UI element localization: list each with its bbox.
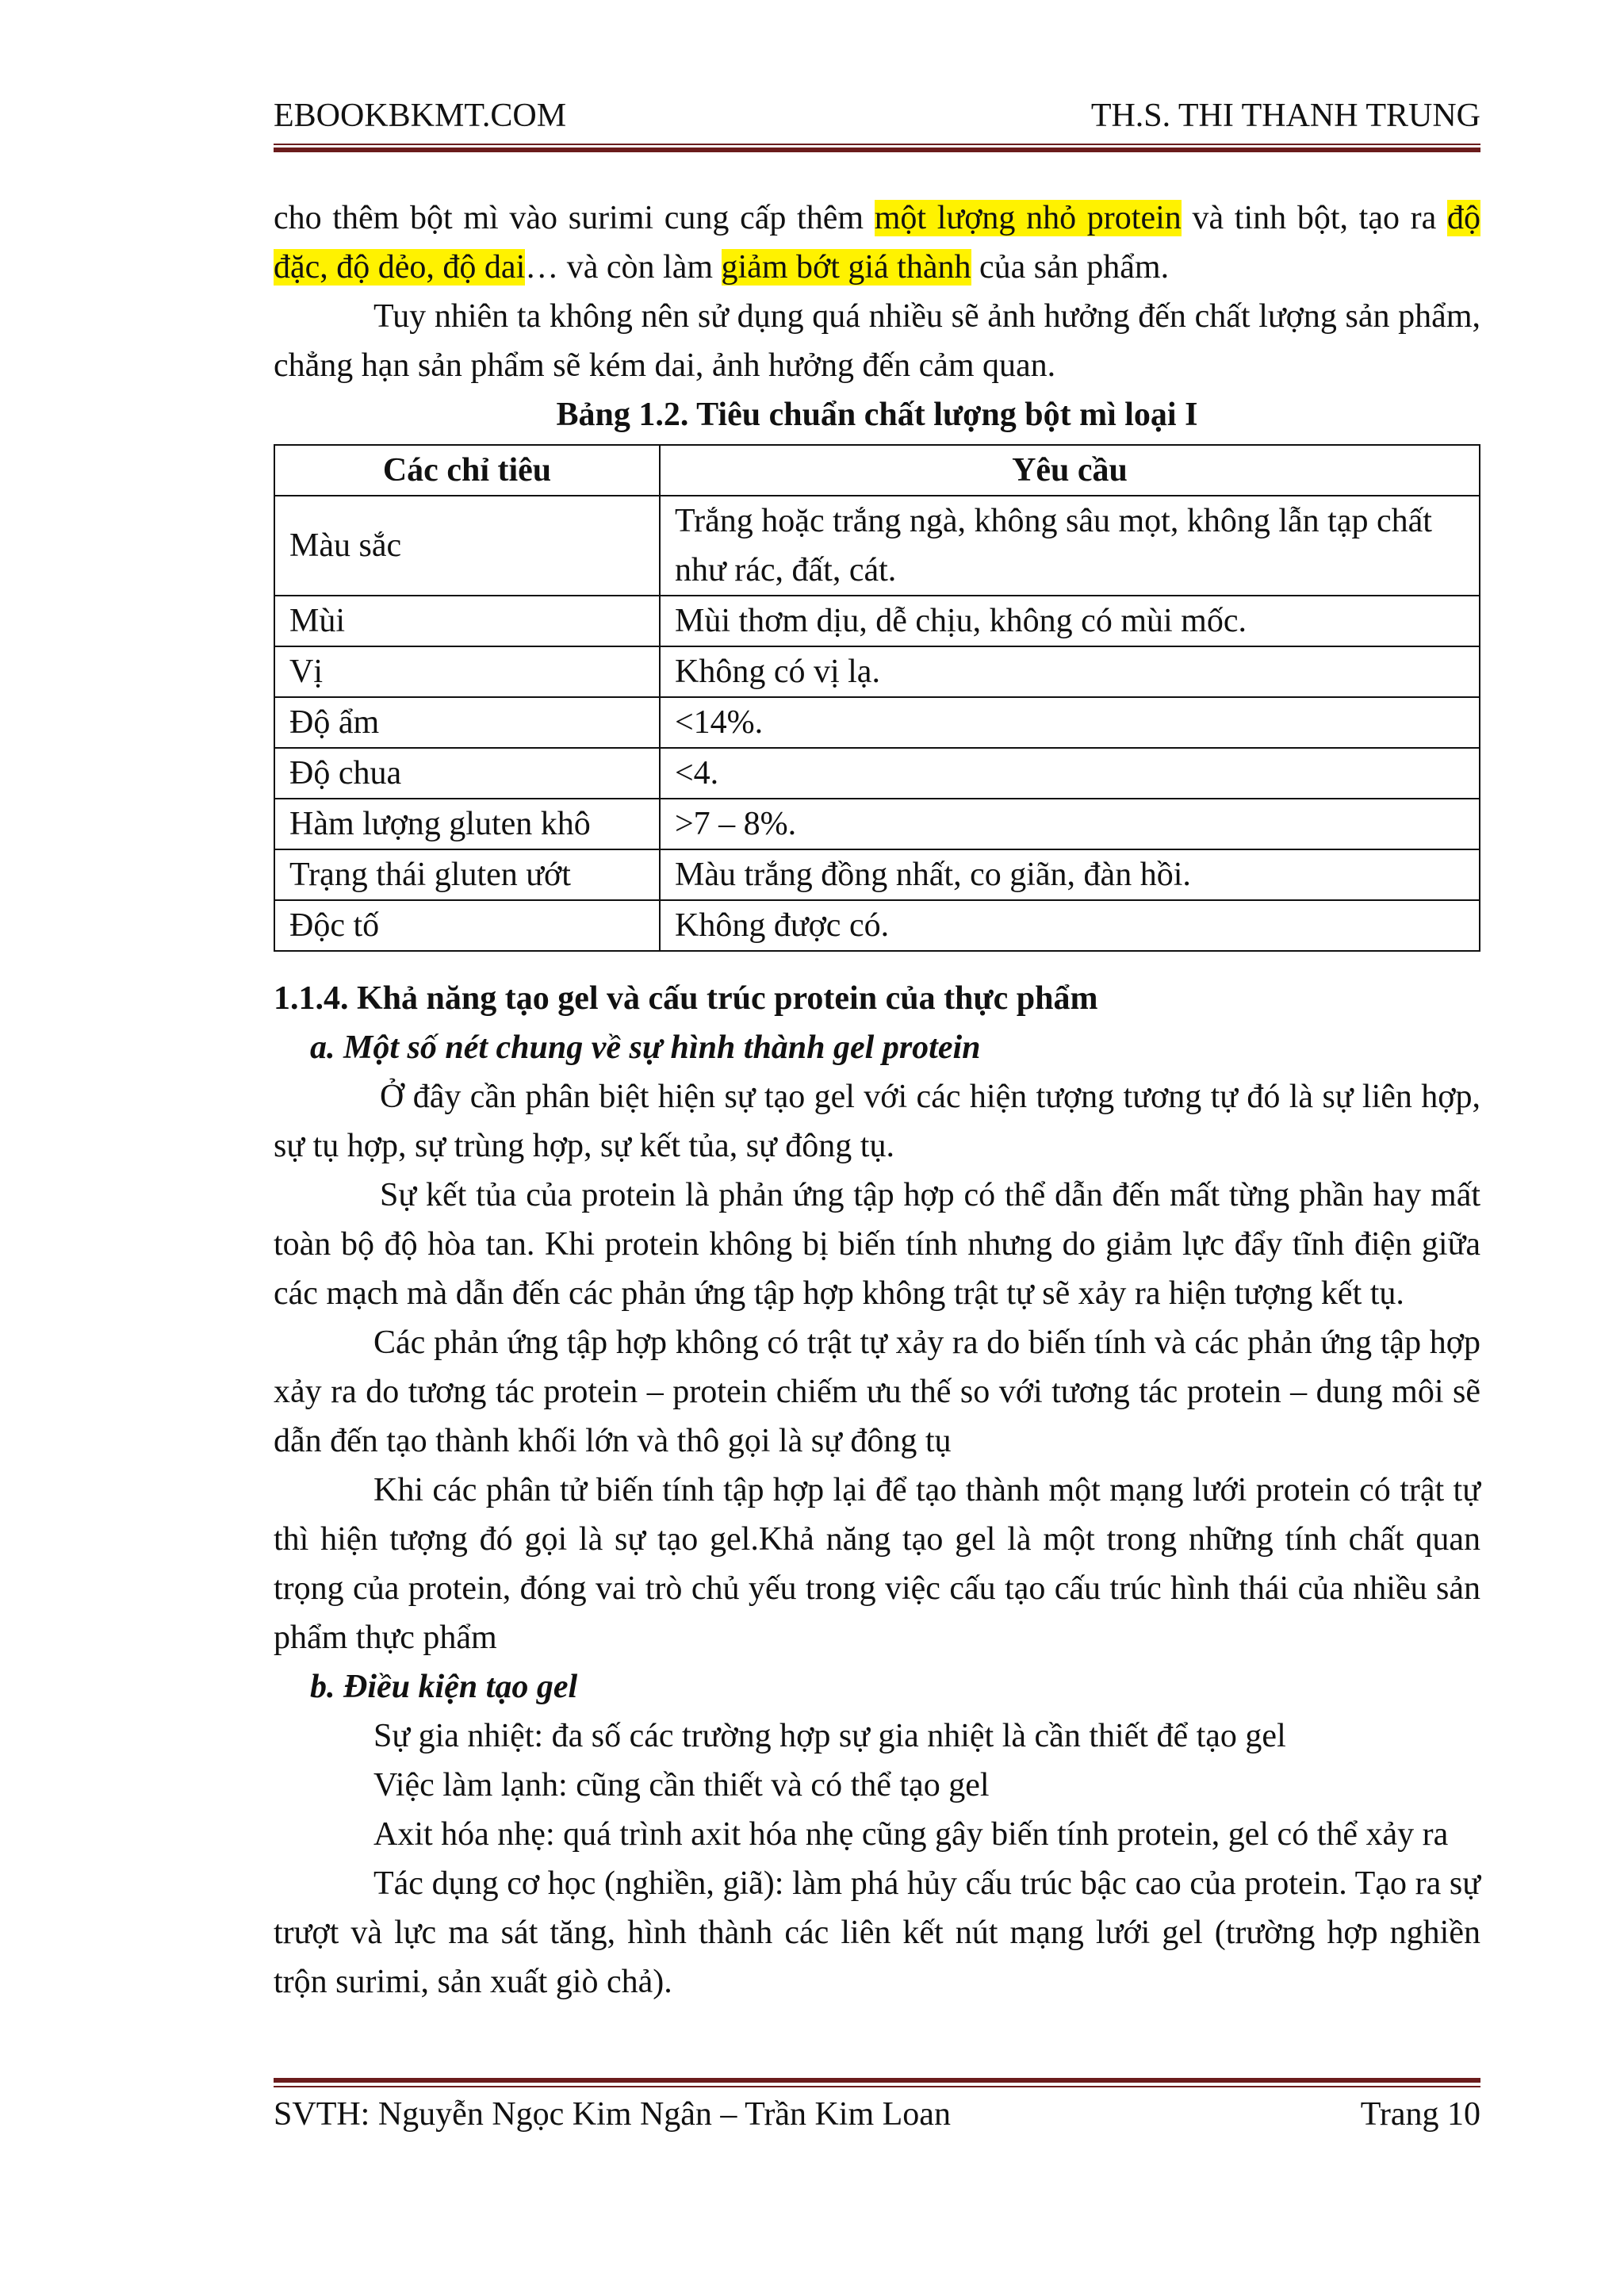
subsection-heading-b: b. Điều kiện tạo gel [310, 1669, 578, 1705]
page-header [274, 97, 1480, 136]
column-header: Yêu cầu [660, 445, 1480, 496]
body-paragraph: Ở đây cần phân biệt hiện sự tạo gel với các hiện tượng tương tự đó là sự liên hợp, sự tụ hợp, sự trùng hợp, sự kết tủa, sự đông tụ. [274, 1079, 1480, 1164]
table-row [274, 697, 1480, 748]
header-site-name: EBOOKBKMT.COM [274, 98, 567, 134]
body-paragraph: Axit hóa nhẹ: quá trình axit hóa nhẹ cũng gây biến tính protein, gel có thể xảy ra [373, 1816, 1449, 1853]
table-row [274, 646, 1480, 697]
page-content [274, 194, 1480, 2007]
text-run: … và còn làm [525, 249, 722, 286]
requirement-cell: Màu trắng đồng nhất, co giãn, đàn hồi. [660, 849, 1480, 900]
text-run: cho thêm bột mì vào surimi cung cấp thêm [274, 200, 875, 236]
column-header: Các chỉ tiêu [274, 445, 660, 496]
requirement-cell: Trắng hoặc trắng ngà, không sâu mọt, không lẫn tạp chất như rác, đất, cát. [660, 496, 1480, 596]
highlight-text: giảm bớt giá thành [721, 249, 971, 286]
body-paragraph: Sự kết tủa của protein là phản ứng tập hợp có thể dẫn đến mất từng phần hay mất toàn bộ độ hòa tan. Khi protein không bị biến tính nhưng do giảm lực đẩy tĩnh điện giữa các mạch mà dẫn đến các phản ứng tập hợp không trật tự sẽ xảy ra hiện tượng kết tụ. [274, 1177, 1480, 1312]
text-run: và tinh bột, tạo ra [1181, 200, 1447, 236]
body-paragraph: Các phản ứng tập hợp không có trật tự xảy ra do biến tính và các phản ứng tập hợp xảy ra do tương tác protein – protein chiếm ưu thế so với tương tác protein – dung môi sẽ dẫn đến tạo thành khối lớn và thô gọi là sự đông tụ [274, 1324, 1480, 1459]
criterion-cell: Trạng thái gluten ướt [274, 849, 660, 900]
criterion-cell: Vị [274, 646, 660, 697]
table-row [274, 900, 1480, 951]
table-caption: Bảng 1.2. Tiêu chuẩn chất lượng bột mì loại I [556, 397, 1198, 433]
requirement-cell: Không được có. [660, 900, 1480, 951]
quality-standard-table [274, 444, 1480, 952]
highlight-text: một lượng nhỏ protein [874, 200, 1182, 236]
section-heading: 1.1.4. Khả năng tạo gel và cấu trúc protein của thực phẩm [274, 980, 1098, 1017]
criterion-cell: Độ chua [274, 748, 660, 799]
footer-rule-thick [274, 2078, 1480, 2083]
requirement-cell: Không có vị lạ. [660, 646, 1480, 697]
intro-paragraph-2: Tuy nhiên ta không nên sử dụng quá nhiều sẽ ảnh hưởng đến chất lượng sản phẩm, chẳng hạn sản phẩm sẽ kém dai, ảnh hưởng đến cảm quan. [274, 298, 1480, 384]
table-row [274, 748, 1480, 799]
requirement-cell: <4. [660, 748, 1480, 799]
table-row [274, 496, 1480, 596]
criterion-cell: Độc tố [274, 900, 660, 951]
header-rule-thin [274, 144, 1480, 145]
subsection-heading-a: a. Một số nét chung về sự hình thành gel protein [310, 1029, 981, 1066]
criterion-cell: Độ ẩm [274, 697, 660, 748]
criterion-cell: Màu sắc [274, 496, 660, 596]
intro-paragraph-1 [274, 194, 1480, 292]
page-footer [274, 2095, 1480, 2138]
header-author: TH.S. THI THANH TRUNG [1090, 98, 1480, 134]
body-paragraph: Tác dụng cơ học (nghiền, giã): làm phá hủy cấu trúc bậc cao của protein. Tạo ra sự trượt và lực ma sát tăng, hình thành các liên kết nút mạng lưới gel (trường hợp nghiền trộn surimi, sản xuất giò chả). [274, 1865, 1480, 2000]
body-paragraph: Sự gia nhiệt: đa số các trường hợp sự gia nhiệt là cần thiết để tạo gel [373, 1718, 1286, 1754]
table-row [274, 596, 1480, 646]
highlight-text: độ đặc, độ dẻo, độ dai [274, 200, 1480, 286]
text-run: của sản phẩm. [971, 249, 1170, 286]
criterion-cell: Hàm lượng gluten khô [274, 799, 660, 849]
requirement-cell: >7 – 8%. [660, 799, 1480, 849]
body-paragraph: Khi các phân tử biến tính tập hợp lại để tạo thành một mạng lưới protein có trật tự thì hiện tượng đó gọi là sự tạo gel.Khả năng tạo gel là một trong những tính chất quan trọng của protein, đóng vai trò chủ yếu trong việc cấu tạo cấu trúc hình thái của nhiều sản phẩm thực phẩm [274, 1472, 1480, 1656]
table-row [274, 849, 1480, 900]
table-header-row [274, 445, 1480, 496]
requirement-cell: <14%. [660, 697, 1480, 748]
requirement-cell: Mùi thơm dịu, dễ chịu, không có mùi mốc. [660, 596, 1480, 646]
table-row [274, 799, 1480, 849]
header-rule-thick [274, 148, 1480, 152]
page-number: Trang 10 [1360, 2096, 1480, 2133]
footer-rule-thin [274, 2086, 1480, 2087]
body-paragraph: Việc làm lạnh: cũng cần thiết và có thể tạo gel [373, 1767, 990, 1803]
footer-authors: SVTH: Nguyễn Ngọc Kim Ngân – Trần Kim Loan [274, 2096, 951, 2133]
criterion-cell: Mùi [274, 596, 660, 646]
